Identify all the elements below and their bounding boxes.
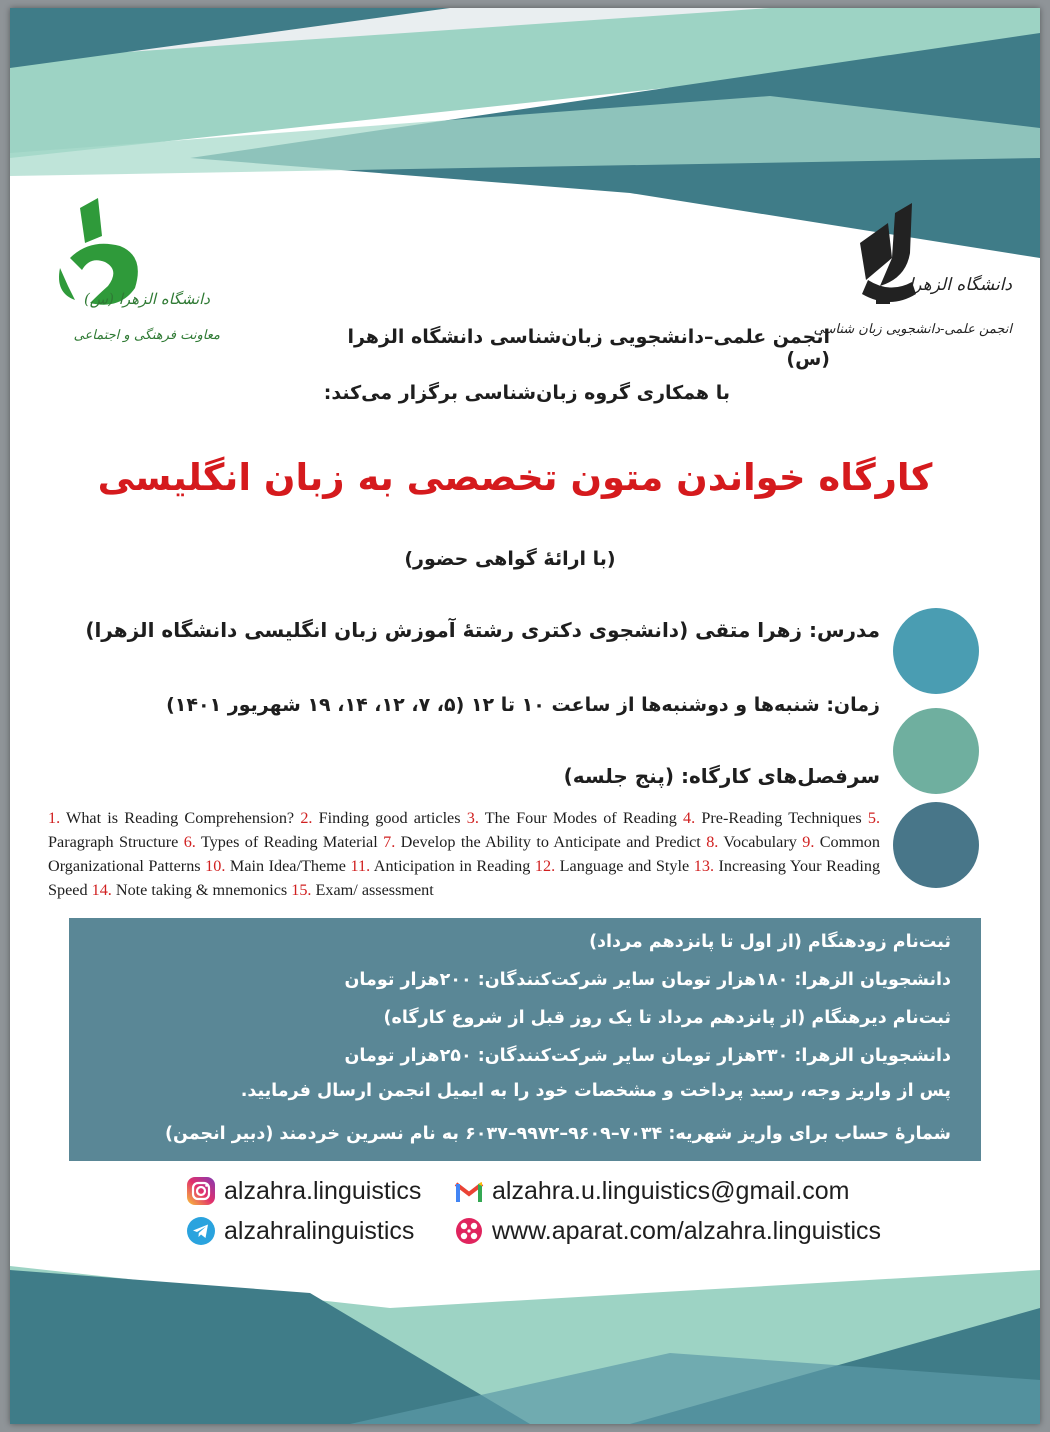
gmail-icon <box>454 1176 484 1206</box>
late-registration-heading: ثبت‌نام دیرهنگام (از پانزدهم مرداد تا یک روز قبل از شروع کارگاه) <box>383 1008 951 1028</box>
alzahra-green-logo-icon <box>50 198 230 348</box>
left-logo-caption: معاونت فرهنگی و اجتماعی <box>73 328 220 343</box>
email-contact[interactable] <box>454 1176 849 1206</box>
topic-item: 4. Pre-Reading Techniques <box>683 809 862 827</box>
topic-item: 2. Finding good articles <box>300 809 461 827</box>
topic-item: 6. Types of Reading Material <box>183 833 378 851</box>
topic-item: 13. Increasing Your Reading Speed <box>48 857 881 899</box>
association-logo-right <box>813 198 1020 348</box>
late-registration-prices: دانشجویان الزهرا: ۲۳۰هزار تومان سایر شرکت‌کنندگان: ۲۵۰هزار تومان <box>344 1046 951 1066</box>
certificate-note: (با ارائهٔ گواهی حضور) <box>404 548 616 570</box>
topic-item: 8. Vocabulary <box>706 833 797 851</box>
topic-item: 7. Develop the Ability to Anticipate and Predict <box>383 833 701 851</box>
topic-item: 9. Common Organizational Patterns <box>48 833 880 875</box>
aparat-icon <box>454 1216 484 1246</box>
workshop-title: کارگاه خواندن متون تخصصی به زبان انگلیسی <box>97 456 933 499</box>
contact-section <box>10 1170 1040 1260</box>
telegram-handle: alzahralinguistics <box>224 1216 415 1245</box>
poster <box>10 8 1040 1424</box>
topics-heading: سرفصل‌های کارگاه: (پنج جلسه) <box>563 764 880 788</box>
svg-text:دانشگاه الزهرا: دانشگاه الزهرا <box>908 275 1012 295</box>
early-registration-prices: دانشجویان الزهرا: ۱۸۰هزار تومان سایر شرکت‌کنندگان: ۲۰۰هزار تومان <box>344 970 951 990</box>
aparat-url: www.aparat.com/alzahra.linguistics <box>492 1216 882 1245</box>
topic-item: 10. Main Idea/Theme <box>205 857 346 875</box>
early-registration-heading: ثبت‌نام زودهنگام (از اول تا پانزدهم مرداد) <box>589 932 951 952</box>
instagram-icon <box>186 1176 216 1206</box>
schedule-line: زمان: شنبه‌ها و دوشنبه‌ها از ساعت ۱۰ تا ۱۲ (۵، ۷، ۱۲، ۱۴، ۱۹ شهریور ۱۴۰۱) <box>166 694 880 716</box>
topic-item: 12. Language and Style <box>534 857 690 875</box>
topic-item: 15. Exam/ assessment <box>291 881 434 899</box>
university-logo-left <box>50 198 230 348</box>
organizer-line: انجمن علمی–دانشجویی زبان‌شناسی دانشگاه الزهرا (س) <box>347 326 830 370</box>
right-logo-caption: انجمن علمی-دانشجویی زبان شناسی <box>813 322 1012 337</box>
topic-item: 14. Note taking & mnemonics <box>91 881 288 899</box>
payment-instructions: پس از واریز وجه، رسید پرداخت و مشخصات خود را به ایمیل انجمن ارسال فرمایید. <box>240 1081 951 1101</box>
telegram-contact[interactable] <box>186 1216 414 1246</box>
instagram-handle: alzahra.linguistics <box>224 1176 422 1205</box>
registration-box <box>69 918 981 1161</box>
topics-list <box>48 806 880 902</box>
svg-text:دانشگاه الزهرا (س): دانشگاه الزهرا (س) <box>83 290 210 308</box>
instructor-line: مدرس: زهرا متقی (دانشجوی دکتری رشتهٔ آموزش زبان انگلیسی دانشگاه الزهرا) <box>85 618 880 642</box>
decorative-circle-light-blue <box>893 608 979 694</box>
decorative-circle-dark-blue <box>893 802 979 888</box>
topic-item: 1. What is Reading Comprehension? <box>48 809 295 827</box>
topic-item: 5. Paragraph Structure <box>48 809 881 851</box>
email-address: alzahra.u.linguistics@gmail.com <box>492 1176 850 1205</box>
telegram-icon <box>186 1216 216 1246</box>
instagram-contact[interactable] <box>186 1176 421 1206</box>
bank-account-line: شمارهٔ حساب برای واریز شهریه: ۷۰۳۴–۹۶۰۹–۹۹۷۲–۶۰۳۷ به نام نسرین خردمند (دبیر انجمن) <box>165 1124 951 1144</box>
aparat-contact[interactable] <box>454 1216 881 1246</box>
collaboration-line: با همکاری گروه زبان‌شناسی برگزار می‌کند: <box>323 382 730 404</box>
decorative-circle-green <box>893 708 979 794</box>
topic-item: 11. Anticipation in Reading <box>350 857 531 875</box>
topic-item: 3. The Four Modes of Reading <box>466 809 677 827</box>
